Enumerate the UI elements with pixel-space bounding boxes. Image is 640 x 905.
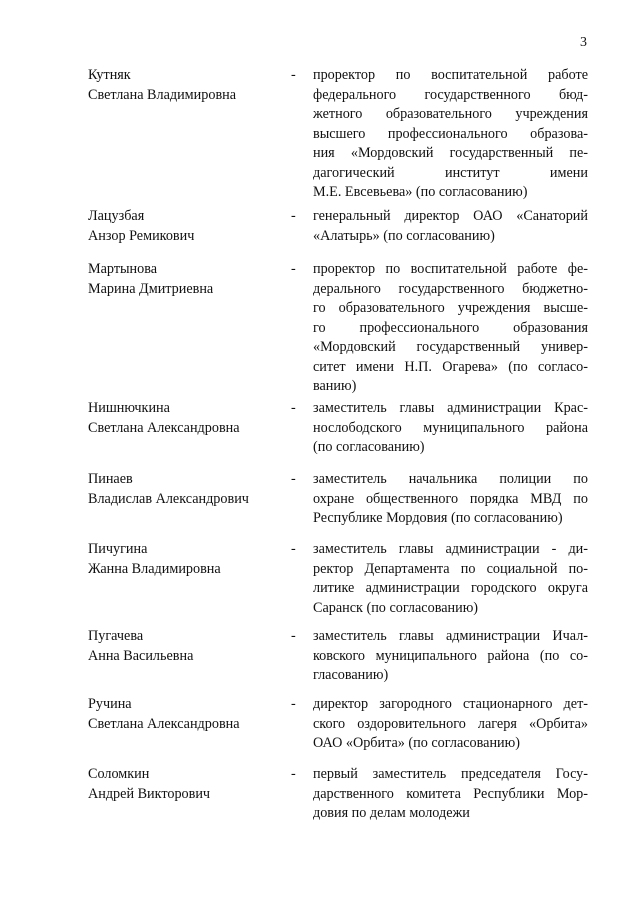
person-name <box>88 695 283 734</box>
description-line: ванию) <box>313 378 357 394</box>
person-given-names: Марина Дмитриевна <box>88 280 214 297</box>
person-given-names: Жанна Владимировна <box>88 560 221 577</box>
description-line: «Мордовский государственный универ- <box>313 339 588 355</box>
person-given-names: Анна Васильевна <box>88 647 194 664</box>
person-surname: Мартынова <box>88 261 158 277</box>
description-line: заместитель начальника полиции по <box>313 471 588 487</box>
position-description <box>313 695 588 754</box>
description-line: ОАО «Орбита» (по согласованию) <box>313 735 520 751</box>
person-given-names: Владислав Александрович <box>88 490 249 507</box>
description-line: ского оздоровительного лагеря «Орбита» <box>313 715 588 732</box>
description-line: первый заместитель председателя Госу- <box>313 766 588 782</box>
description-line: жетного образовательного учреждения <box>313 106 588 122</box>
description-line: ния «Мордовский государственный пе- <box>313 145 588 161</box>
description-line: го образовательного учреждения высше- <box>313 300 588 316</box>
position-description <box>313 540 588 618</box>
description-line: литике администрации городского округа <box>313 580 588 596</box>
description-line: (по согласованию) <box>313 439 425 455</box>
description-line: проректор по воспитательной работе <box>313 67 588 83</box>
person-given-names: Андрей Викторович <box>88 785 211 802</box>
description-line: дагогический институт имени <box>313 164 588 181</box>
description-line: заместитель главы администрации - ди- <box>313 541 588 557</box>
person-name <box>88 399 283 438</box>
person-given-names: Светлана Александровна <box>88 419 240 436</box>
description-line: охране общественного порядка МВД по <box>313 490 588 507</box>
dash-separator: - <box>291 261 296 277</box>
description-line: Саранск (по согласованию) <box>313 599 479 616</box>
person-given-names: Анзор Ремикович <box>88 227 195 244</box>
dash-separator: - <box>291 67 296 83</box>
description-line: генеральный директор ОАО «Санаторий <box>313 208 588 224</box>
person-surname: Соломкин <box>88 766 150 782</box>
description-line: директор загородного стационарного дет- <box>313 696 588 712</box>
description-line: проректор по воспитательной работе фе- <box>313 261 588 277</box>
dash-separator: - <box>291 471 296 487</box>
person-name <box>88 470 283 509</box>
description-line: довия по делам молодежи <box>313 805 470 821</box>
position-description <box>313 399 588 458</box>
description-line: заместитель главы администрации Крас- <box>313 400 588 416</box>
description-line: федерального государственного бюд- <box>313 86 588 103</box>
description-line: ситет имени Н.П. Огарева» (по согласо- <box>313 358 588 375</box>
dash-separator: - <box>291 766 296 782</box>
person-surname: Нишнючкина <box>88 400 170 416</box>
person-surname: Пичугина <box>88 541 148 557</box>
description-line: дерального государственного бюджетно- <box>313 280 588 297</box>
description-line: М.Е. Евсевьева» (по согласованию) <box>313 184 528 200</box>
person-surname: Пинаев <box>88 471 133 487</box>
position-description <box>313 765 588 824</box>
person-surname: Кутняк <box>88 67 131 83</box>
person-given-names: Светлана Александровна <box>88 715 240 732</box>
description-line: Республике Мордовия (по согласованию) <box>313 510 563 526</box>
position-description <box>313 66 588 203</box>
person-name <box>88 540 283 579</box>
person-given-names: Светлана Владимировна <box>88 86 237 103</box>
position-description <box>313 470 588 529</box>
position-description <box>313 627 588 686</box>
dash-separator: - <box>291 400 296 416</box>
description-line: дарственного комитета Республики Мор- <box>313 785 588 802</box>
person-surname: Пугачева <box>88 628 144 644</box>
description-line: ректор Департамента по социальной по- <box>313 560 588 577</box>
position-description <box>313 260 588 397</box>
person-surname: Лацузбая <box>88 208 145 224</box>
dash-separator: - <box>291 541 296 557</box>
dash-separator: - <box>291 628 296 644</box>
description-line: нослободского муниципального района <box>313 419 588 436</box>
description-line: заместитель главы администрации Ичал- <box>313 628 588 644</box>
dash-separator: - <box>291 208 296 224</box>
page-number: 3 <box>580 35 587 50</box>
person-name <box>88 260 283 299</box>
dash-separator: - <box>291 696 296 712</box>
description-line: го профессионального образования <box>313 319 588 336</box>
person-name <box>88 765 283 804</box>
description-line: ковского муниципального района (по со- <box>313 647 588 664</box>
person-surname: Ручина <box>88 696 132 712</box>
person-name <box>88 66 283 105</box>
position-description <box>313 207 588 246</box>
description-line: гласованию) <box>313 667 389 683</box>
person-name <box>88 207 283 246</box>
person-name <box>88 627 283 666</box>
description-line: «Алатырь» (по согласованию) <box>313 227 495 244</box>
description-line: высшего профессионального образова- <box>313 125 588 142</box>
